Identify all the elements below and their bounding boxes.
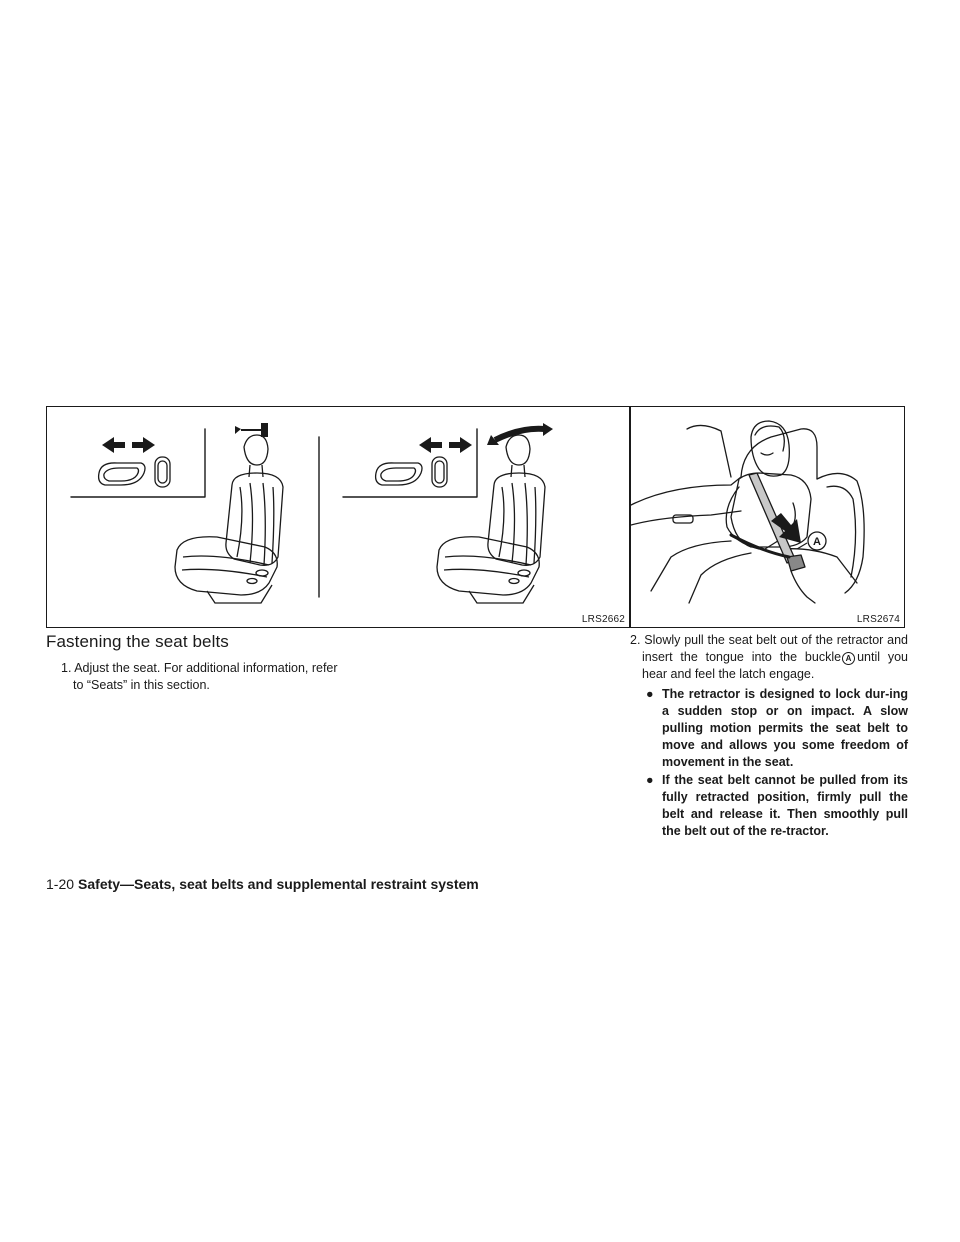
recline-arrow-icon: [487, 423, 553, 445]
bullet-text-2: If the seat belt cannot be pulled from its fully retracted position, firmly pull the belt and release it. Then smoothly pull the belt out of the re-tractor.: [662, 773, 908, 838]
bullet-item: [642, 772, 908, 840]
fore-aft-arrow-icon: [102, 437, 155, 453]
footer-section-name: Safety—Seats, seat belts and supplemental restraint system: [78, 876, 479, 892]
belt-buckle-figure: [630, 406, 905, 628]
step-2-text-after: until you hear and feel the latch engage.: [642, 650, 908, 681]
callout-a-icon: [797, 532, 826, 550]
seat-switch-icon: [99, 457, 170, 487]
seat-adjustment-figure: [46, 406, 630, 628]
page-footer: [46, 876, 479, 892]
section-heading: Fastening the seat belts: [46, 632, 229, 651]
figure-id-lrs2662: LRS2662: [581, 614, 625, 625]
seat-switch-icon-2: [376, 457, 447, 487]
step-2-text-before: 2. Slowly pull the seat belt out of the retractor and insert the tongue into the buckle: [630, 633, 908, 664]
bullet-dot-icon: ●: [646, 773, 654, 787]
step-1-text: 1. Adjust the seat. For additional information, refer to “Seats” in this section.: [61, 661, 338, 692]
bullet-item: [642, 686, 908, 771]
step-2-text: [630, 632, 908, 683]
seat-icon: [175, 423, 283, 603]
page-number: 1-20: [46, 876, 75, 892]
seat-icon-2: [437, 435, 545, 603]
bullet-text-1: The retractor is designed to lock dur-ing a sudden stop or on impact. A slow pulling motion permits the seat belt to move and allows you some freedom of movement in the seat.: [662, 687, 908, 769]
bullet-dot-icon: ●: [646, 687, 654, 701]
belt-buckle-illustration: [631, 407, 903, 626]
figure-id-lrs2674: LRS2674: [856, 614, 900, 625]
callout-a-label: A: [813, 536, 821, 548]
seat-adjustment-illustration: [47, 407, 628, 626]
buckle-marker-a: A: [842, 652, 855, 665]
fore-aft-arrow-icon-2: [419, 437, 472, 453]
